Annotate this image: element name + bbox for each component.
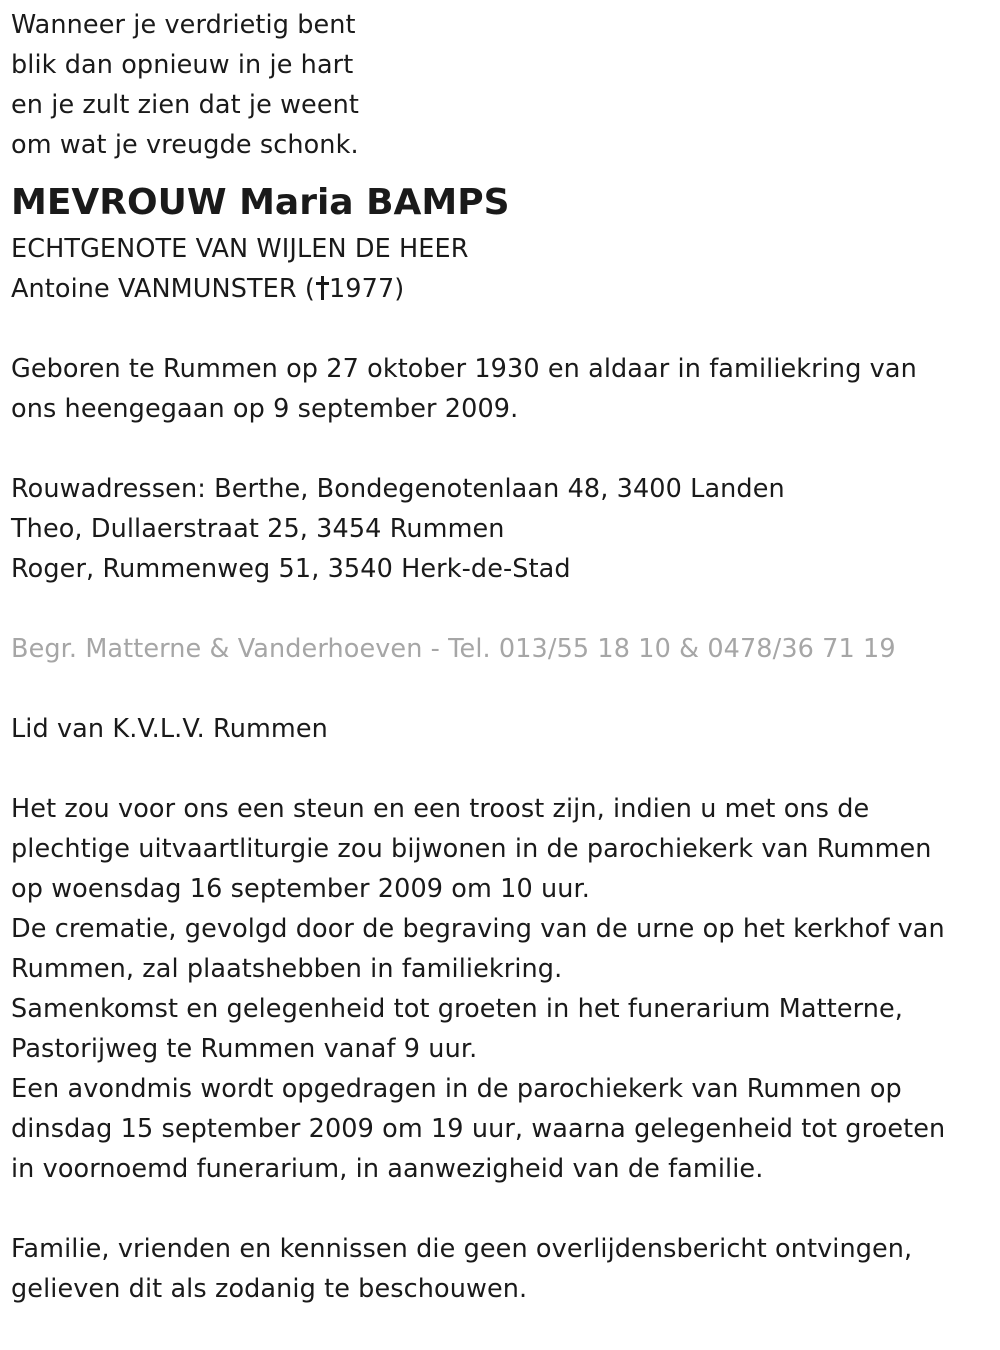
deceased-name: MEVROUW Maria BAMPS (11, 182, 510, 223)
text-line: Rummen, zal plaatshebben in familiekring. (11, 954, 563, 984)
poem-line: en je zult zien dat je weent (11, 90, 359, 120)
membership-line: Lid van K.V.L.V. Rummen (11, 714, 328, 744)
text-line: ons heengegaan op 9 september 2009. (11, 394, 519, 424)
spacer (11, 589, 991, 629)
poem-line: om wat je vreugde schonk. (11, 130, 359, 160)
text-line: op woensdag 16 september 2009 om 10 uur. (11, 874, 590, 904)
address-line: Rouwadressen: Berthe, Bondegenotenlaan 48, 3400 Landen (11, 474, 785, 504)
text-line: Het zou voor ons een steun en een troost zijn, indien u met ons de (11, 794, 870, 824)
text-line: Geboren te Rummen op 27 oktober 1930 en aldaar in familiekring van (11, 354, 917, 384)
text-line: Pastorijweg te Rummen vanaf 9 uur. (11, 1034, 478, 1064)
spacer (11, 669, 991, 709)
spouse-death-year: 1977) (328, 274, 405, 304)
poem (11, 5, 991, 165)
obituary-notice (11, 5, 991, 1309)
text-line: Samenkomst en gelegenheid tot groeten in het funerarium Matterne, (11, 994, 904, 1024)
text-line: plechtige uitvaartliturgie zou bijwonen in de parochiekerk van Rummen (11, 834, 932, 864)
spouse-name: Antoine VANMUNSTER ( (11, 274, 315, 304)
ceremony-paragraph (11, 789, 991, 1189)
spouse-line (11, 269, 991, 309)
text-line: gelieven dit als zodanig te beschouwen. (11, 1274, 528, 1304)
spacer (11, 309, 991, 349)
text-line: dinsdag 15 september 2009 om 19 uur, waarna gelegenheid tot groeten (11, 1114, 946, 1144)
text-line: in voornoemd funerarium, in aanwezigheid van de familie. (11, 1154, 764, 1184)
spacer (11, 429, 991, 469)
text-line: Een avondmis wordt opgedragen in de parochiekerk van Rummen op (11, 1074, 902, 1104)
closing-paragraph (11, 1229, 991, 1309)
latin-cross-icon (316, 275, 328, 301)
address-line: Theo, Dullaerstraat 25, 3454 Rummen (11, 514, 505, 544)
spouse-info (11, 229, 991, 309)
text-line: De crematie, gevolgd door de begraving van de urne op het kerkhof van (11, 914, 945, 944)
spacer (11, 1189, 991, 1229)
poem-line: Wanneer je verdrietig bent (11, 10, 356, 40)
poem-line: blik dan opnieuw in je hart (11, 50, 354, 80)
birth-death-paragraph (11, 349, 991, 429)
text-line: Familie, vrienden en kennissen die geen overlijdensbericht ontvingen, (11, 1234, 913, 1264)
address-line: Roger, Rummenweg 51, 3540 Herk-de-Stad (11, 554, 571, 584)
spacer (11, 749, 991, 789)
mourning-addresses (11, 469, 991, 589)
relation-line: ECHTGENOTE VAN WIJLEN DE HEER (11, 234, 469, 264)
funeral-director-line: Begr. Matterne & Vanderhoeven - Tel. 013/55 18 10 & 0478/36 71 19 (11, 634, 896, 664)
